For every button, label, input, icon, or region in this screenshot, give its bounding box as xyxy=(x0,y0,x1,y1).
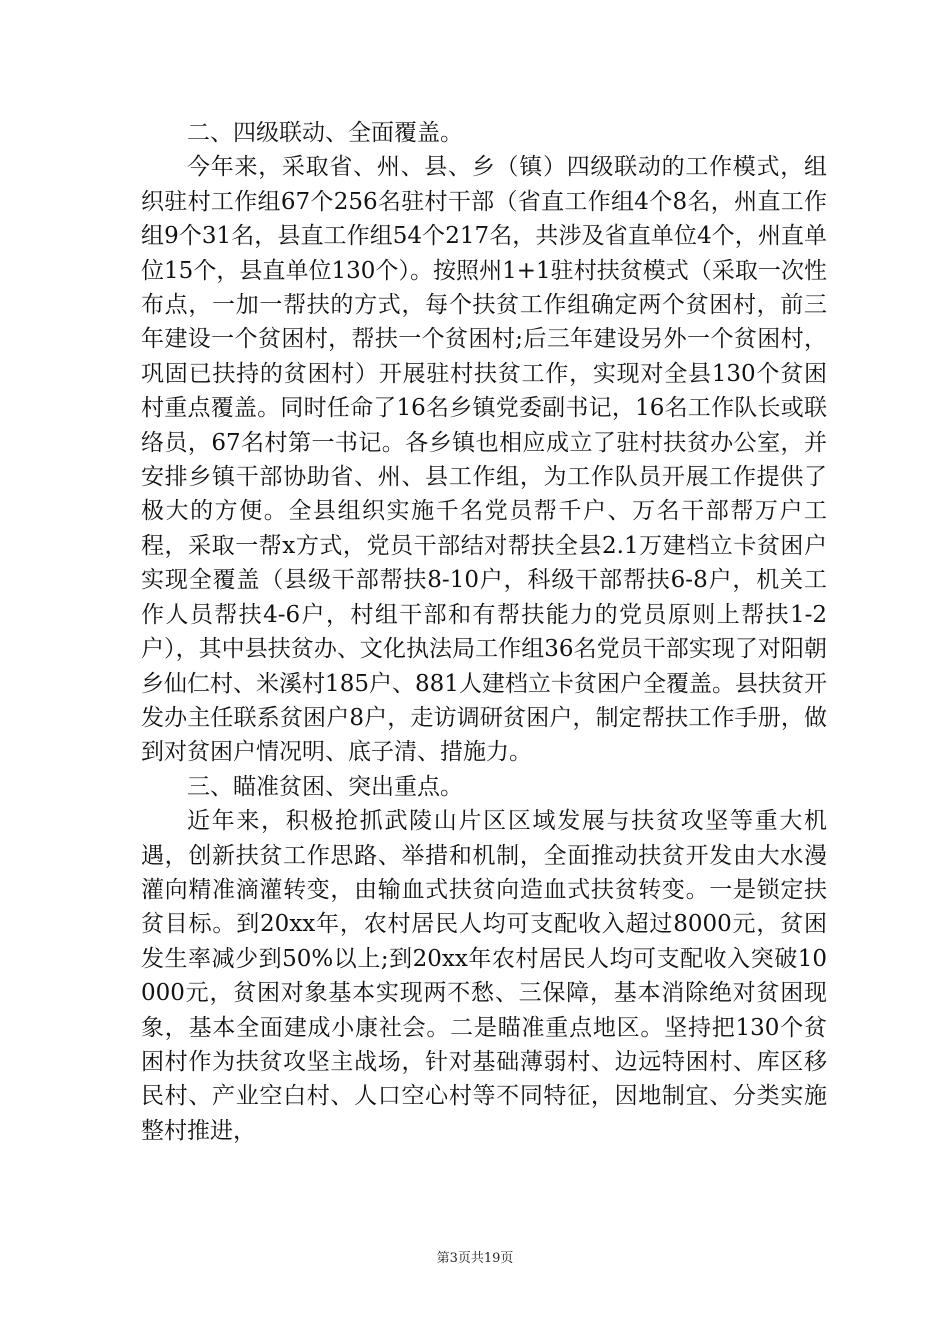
section-heading-three: 三、瞄准贫困、突出重点。 xyxy=(187,773,463,800)
section-heading-two: 二、四级联动、全面覆盖。 xyxy=(187,120,463,146)
paragraph-four-level-linkage: 今年来，采取省、州、县、乡（镇）四级联动的工作模式，组织驻村工作组67个256名驻村干部（省直工作组4个8名，州直工作组9个31名，县直工作组54个217名，共涉及省直单位4个，州直单位15个，县直单位130个）。按照州1+1驻村扶贫模式（采取一次性布点，一加一帮扶的方式，每个扶贫工作组确定两个贫困村，前三年建设一个贫困村，帮扶一个贫困村;后三年建设另外一个贫困村，巩固已扶持的贫困村）开展驻村扶贫工作，实现对全县130个贫困村重点覆盖。同时任命了16名乡镇党委副书记，16名工作队长或联络员，67名村第一书记。各乡镇也相应成立了驻村扶贫办公室，并安排乡镇干部协助省、州、县工作组，为工作队员开展工作提供了极大的方便。全县组织实施千名党员帮千户、万名干部帮万户工程，采取一帮x方式，党员干部结对帮扶全县2.1万建档立卡贫困户实现全覆盖（县级干部帮扶8-10户，科级干部帮扶6-8户，机关工作人员帮扶4-6户，村组干部和有帮扶能力的党员原则上帮扶1-2户），其中县扶贫办、文化执法局工作组36名党员干部实现了对阳朝乡仙仁村、米溪村185户、881人建档立卡贫困户全覆盖。县扶贫开发办主任联系贫困户8户，走访调研贫困户，制定帮扶工作手册，做到对贫困户情况明、底子清、措施力。 xyxy=(141,154,827,766)
page-number-footer: 第3页共19页 xyxy=(436,1251,514,1266)
paragraph-targeted-poverty: 近年来，积极抢抓武陵山片区区域发展与扶贫攻坚等重大机遇，创新扶贫工作思路、举措和机制，全面推动扶贫开发由大水漫灌向精准滴灌转变，由输血式扶贫向造血式扶贫转变。一是锁定扶贫目标。到20xx年，农村居民人均可支配收入超过8000元，贫困发生率减少到50%以上;到20xx年农村居民人均可支配收入突破10000元，贫困对象基本实现两不愁、三保障，基本消除绝对贫困现象，基本全面建成小康社会。二是瞄准重点地区。坚持把130个贫困村作为扶贫攻坚主战场，针对基础薄弱村、边远特困村、库区移民村、产业空白村、人口空心村等不同特征，因地制宜、分类实施整村推进， xyxy=(141,808,827,1144)
document-body xyxy=(141,116,827,1148)
